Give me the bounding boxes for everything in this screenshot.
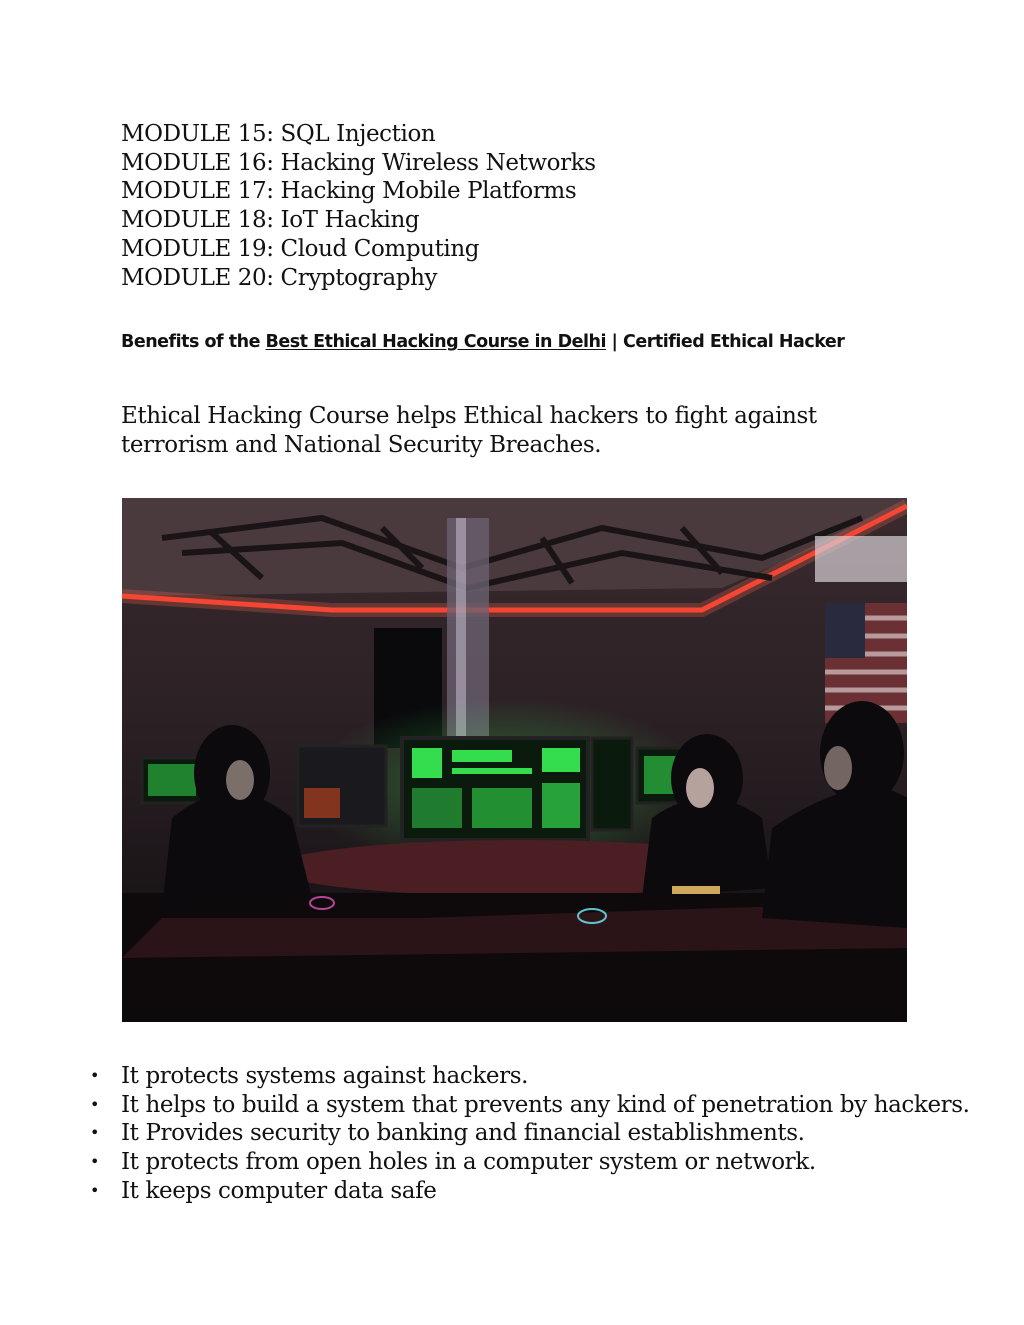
section-heading [121, 332, 844, 352]
bullet-icon: • [90, 1123, 100, 1143]
course-link[interactable]: Best Ethical Hacking Course in Delhi [265, 332, 606, 352]
list-item-text: It protects from open holes in a computer system or network. [121, 1149, 816, 1176]
module-item: MODULE 15: SQL Injection [121, 121, 436, 147]
list-item [90, 1062, 970, 1091]
list-item-text: It Provides security to banking and financial establishments. [121, 1120, 805, 1147]
heading-prefix: Benefits of the [121, 332, 266, 352]
bullet-icon: • [90, 1180, 100, 1200]
benefits-list [90, 1062, 970, 1206]
list-item [90, 1119, 970, 1148]
bullet-icon: • [90, 1152, 100, 1172]
hacker-room-photo [122, 498, 907, 1022]
list-item [90, 1177, 970, 1206]
module-list [121, 120, 596, 292]
list-item [90, 1148, 970, 1177]
module-item: MODULE 18: IoT Hacking [121, 207, 420, 234]
list-item-text: It keeps computer data safe [121, 1177, 437, 1204]
list-item-text: It helps to build a system that prevents any kind of penetration by hackers. [121, 1091, 970, 1118]
module-item: MODULE 19: Cloud Computing [121, 235, 480, 262]
module-item: MODULE 16: Hacking Wireless Networks [121, 149, 596, 176]
heading-suffix: | Certified Ethical Hacker [605, 332, 845, 352]
list-item-text: It protects systems against hackers. [121, 1063, 529, 1089]
module-item: MODULE 17: Hacking Mobile Platforms [121, 178, 577, 205]
bullet-icon: • [90, 1066, 100, 1085]
module-item: MODULE 20: Cryptography [121, 264, 438, 291]
intro-paragraph: Ethical Hacking Course helps Ethical hackers to fight against terrorism and National Security Breaches. [121, 403, 817, 458]
list-item [90, 1091, 970, 1120]
bullet-icon: • [90, 1094, 100, 1114]
